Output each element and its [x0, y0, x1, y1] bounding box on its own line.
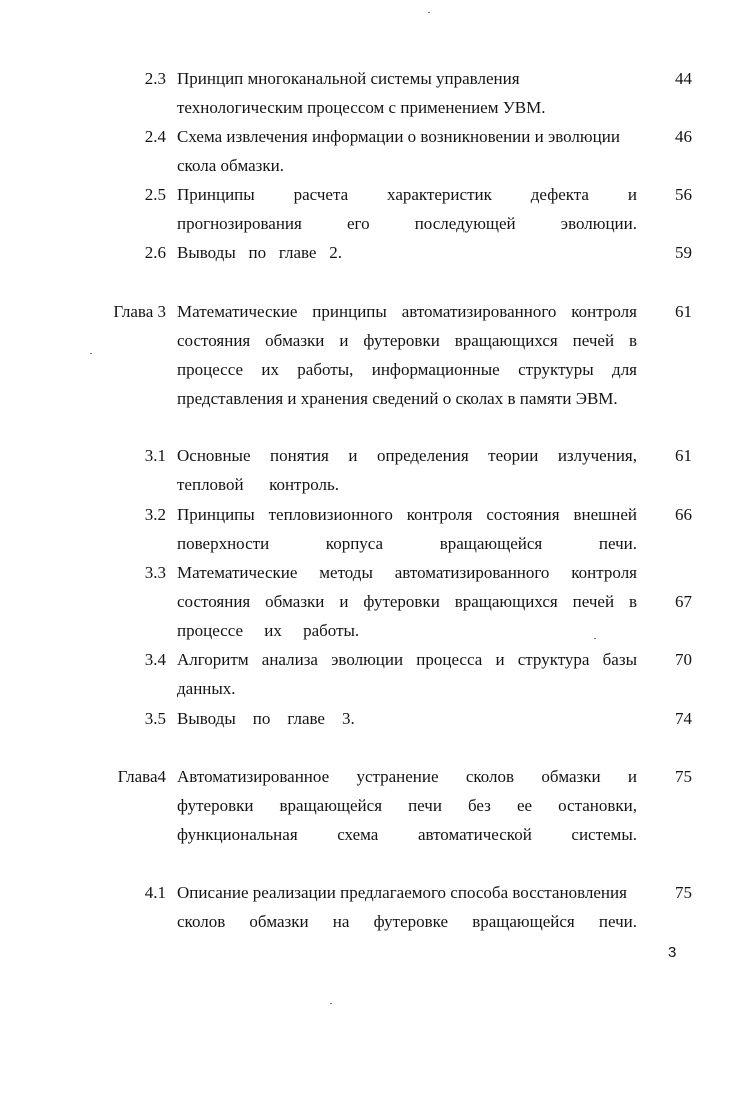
toc-entry-title	[177, 238, 637, 267]
toc-entry-title	[177, 122, 637, 180]
toc-entry-title	[177, 180, 637, 238]
toc-entry-line: скола обмазки.	[177, 156, 284, 175]
toc-entry-line: Принцип многоканальной системы управления	[177, 69, 520, 88]
toc-entry-line: Выводы по главе 3.	[177, 709, 355, 728]
toc-entry-number: 2.3	[144, 69, 166, 88]
toc-entry-number: 2.5	[144, 185, 166, 204]
toc-entry-title	[177, 704, 637, 733]
toc-entry-page: 67	[675, 592, 692, 611]
scan-speck	[428, 12, 430, 13]
toc-entry-number: Глава 3	[113, 302, 166, 321]
toc-entry-line: Принципы тепловизионного контроля состояния внешней	[177, 505, 637, 524]
toc-entry-line: технологическим процессом с применением УВМ.	[177, 98, 546, 117]
toc-entry-page: 61	[675, 302, 692, 321]
toc-entry-number: 3.4	[144, 650, 166, 669]
toc-entry-line: процессе их работы, информационные структуры для	[177, 360, 637, 379]
toc-entry-line: состояния обмазки и футеровки вращающихся печей в	[177, 331, 637, 350]
toc-entry-title	[177, 762, 637, 849]
toc-entry-page: 75	[675, 883, 692, 902]
toc-entry-page: 56	[675, 185, 692, 204]
toc-entry-number: 3.5	[144, 709, 166, 728]
toc-entry-line: поверхности корпуса вращающейся печи.	[177, 534, 637, 553]
toc-entry-line: Алгоритм анализа эволюции процесса и структура базы	[177, 650, 637, 669]
scan-speck	[330, 1003, 332, 1004]
toc-entry-title	[177, 645, 637, 703]
toc-entry-number: Глава4	[117, 767, 166, 786]
toc-entry-line: Математические методы автоматизированного контроля	[177, 563, 637, 582]
scan-speck	[90, 353, 92, 354]
toc-entry-title	[177, 64, 637, 122]
toc-entry-title	[177, 441, 637, 499]
toc-entry-page: 66	[675, 505, 692, 524]
toc-entry-line: представления и хранения сведений о сколах в памяти ЭВМ.	[177, 389, 618, 408]
toc-entry-line: футеровки вращающейся печи без ее остановки,	[177, 796, 637, 815]
toc-entry-line: Автоматизированное устранение сколов обмазки и	[177, 767, 637, 786]
toc-entry-title	[177, 558, 637, 645]
toc-entry-number: 2.4	[144, 127, 166, 146]
toc-entry-line: Выводы по главе 2.	[177, 243, 342, 262]
toc-entry-page: 70	[675, 650, 692, 669]
page-number: 3	[668, 944, 677, 961]
toc-entry-line: Схема извлечения информации о возникновении и эволюции	[177, 127, 620, 146]
toc-entry-line: Описание реализации предлагаемого способа восстановления	[177, 883, 627, 902]
toc-entry-page: 75	[675, 767, 692, 786]
toc-entry-line: сколов обмазки на футеровке вращающейся печи.	[177, 912, 637, 931]
toc-entry-line: состояния обмазки и футеровки вращающихся печей в	[177, 592, 637, 611]
toc-entry-page: 44	[675, 69, 692, 88]
toc-entry-number: 4.1	[144, 883, 166, 902]
toc-entry-number: 3.3	[144, 563, 166, 582]
toc-entry-line: функциональная схема автоматической системы.	[177, 825, 637, 844]
toc-entry-title	[177, 878, 637, 936]
toc-entry-number: 2.6	[144, 243, 166, 262]
toc-entry-line: Принципы расчета характеристик дефекта и	[177, 185, 637, 204]
toc-entry-number: 3.1	[144, 446, 166, 465]
toc-entry-page: 59	[675, 243, 692, 262]
toc-entry-page: 61	[675, 446, 692, 465]
toc-entry-line: прогнозирования его последующей эволюции.	[177, 214, 637, 233]
toc-entry-title	[177, 297, 637, 413]
toc-entry-number: 3.2	[144, 505, 166, 524]
toc-entry-line: тепловой контроль.	[177, 475, 339, 494]
toc-entry-line: Основные понятия и определения теории излучения,	[177, 446, 637, 465]
toc-entry-title	[177, 500, 637, 558]
toc-entry-page: 46	[675, 127, 692, 146]
toc-entry-page: 74	[675, 709, 692, 728]
toc-entry-line: процессе их работы.	[177, 621, 360, 640]
toc-entry-line: Математические принципы автоматизированного контроля	[177, 302, 637, 321]
toc-entry-line: данных.	[177, 679, 236, 698]
